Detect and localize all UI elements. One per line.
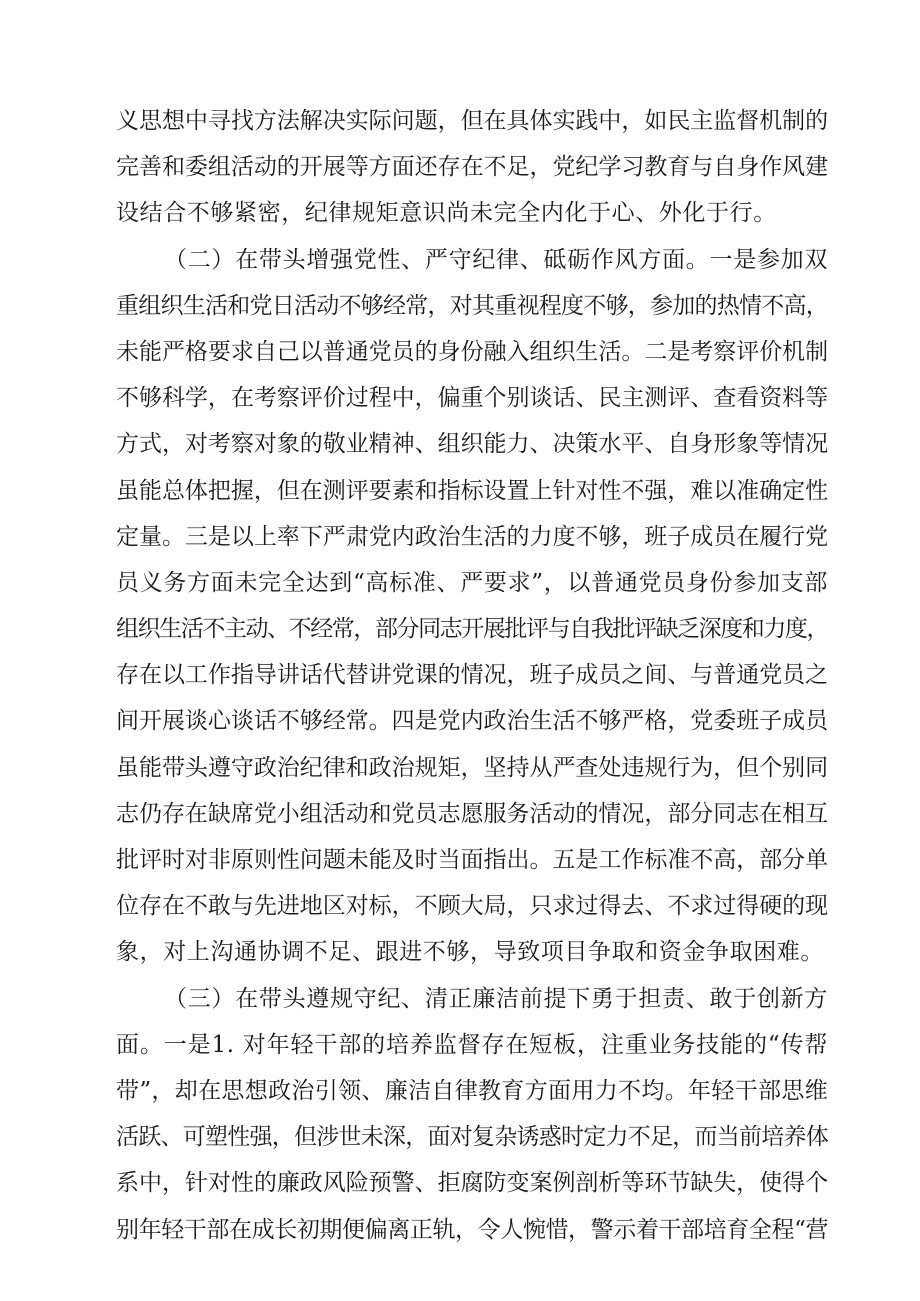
document-line: （二）在带头增强党性、严守纪律、砥砺作风方面。一是参加双: [164, 246, 828, 273]
document-line: 未能严格要求自己以普通党员的身份融入组织生活。二是考察评价机制: [116, 338, 828, 365]
document-line: 活跃、可塑性强，但涉世未深，面对复杂诱惑时定力不足，而当前培养体: [116, 1124, 828, 1151]
document-line: （三）在带头遵规守纪、清正廉洁前提下勇于担责、敢于创新方: [164, 985, 828, 1012]
document-body: [116, 98, 828, 1253]
document-line: 存在以工作指导讲话代替讲党课的情况，班子成员之间、与普通党员之: [116, 662, 828, 689]
document-line: 系中，针对性的廉政风险预警、拒腐防变案例剖析等环节缺失，使得个: [116, 1170, 828, 1197]
document-line: 面。一是1. 对年轻干部的培养监督存在短板，注重业务技能的“传帮: [116, 1031, 828, 1058]
document-line: 志仍存在缺席党小组活动和党员志愿服务活动的情况，部分同志在相互: [116, 800, 828, 827]
document-line: 别年轻干部在成长初期便偏离正轨，令人惋惜，警示着干部培育全程“营: [116, 1216, 828, 1243]
document-line: 方式，对考察对象的敬业精神、组织能力、决策水平、自身形象等情况: [116, 431, 828, 458]
document-line: 重组织生活和党日活动不够经常，对其重视程度不够，参加的热情不高，: [116, 292, 828, 319]
document-line: 不够科学，在考察评价过程中，偏重个别谈话、民主测评、查看资料等: [116, 385, 828, 412]
document-line: 象，对上沟通协调不足、跟进不够，导致项目争取和资金争取困难。: [116, 939, 824, 966]
document-line: 完善和委组活动的开展等方面还存在不足，党纪学习教育与自身作风建: [116, 154, 828, 181]
document-line: 组织生活不主动、不经常，部分同志开展批评与自我批评缺乏深度和力度，: [116, 616, 828, 643]
document-line: 虽能总体把握，但在测评要素和指标设置上针对性不强，难以准确定性: [116, 477, 828, 504]
document-line: 虽能带头遵守政治纪律和政治规矩，坚持从严查处违规行为，但个别同: [116, 754, 828, 781]
document-line: 定量。三是以上率下严肃党内政治生活的力度不够，班子成员在履行党: [116, 523, 828, 550]
document-line: 设结合不够紧密，纪律规矩意识尚未完全内化于心、外化于行。: [116, 200, 777, 227]
document-line: 义思想中寻找方法解决实际问题，但在具体实践中，如民主监督机制的: [116, 108, 828, 134]
document-line: 带”，却在思想政治引领、廉洁自律教育方面用力不均。年轻干部思维: [116, 1077, 828, 1104]
document-line: 位存在不敢与先进地区对标，不顾大局，只求过得去、不求过得硬的现: [116, 893, 828, 920]
document-line: 员义务方面未完全达到“高标准、严要求”，以普通党员身份参加支部: [116, 569, 828, 596]
document-line: 批评时对非原则性问题未能及时当面指出。五是工作标准不高，部分单: [116, 847, 828, 873]
document-line: 间开展谈心谈话不够经常。四是党内政治生活不够严格，党委班子成员: [116, 708, 828, 735]
